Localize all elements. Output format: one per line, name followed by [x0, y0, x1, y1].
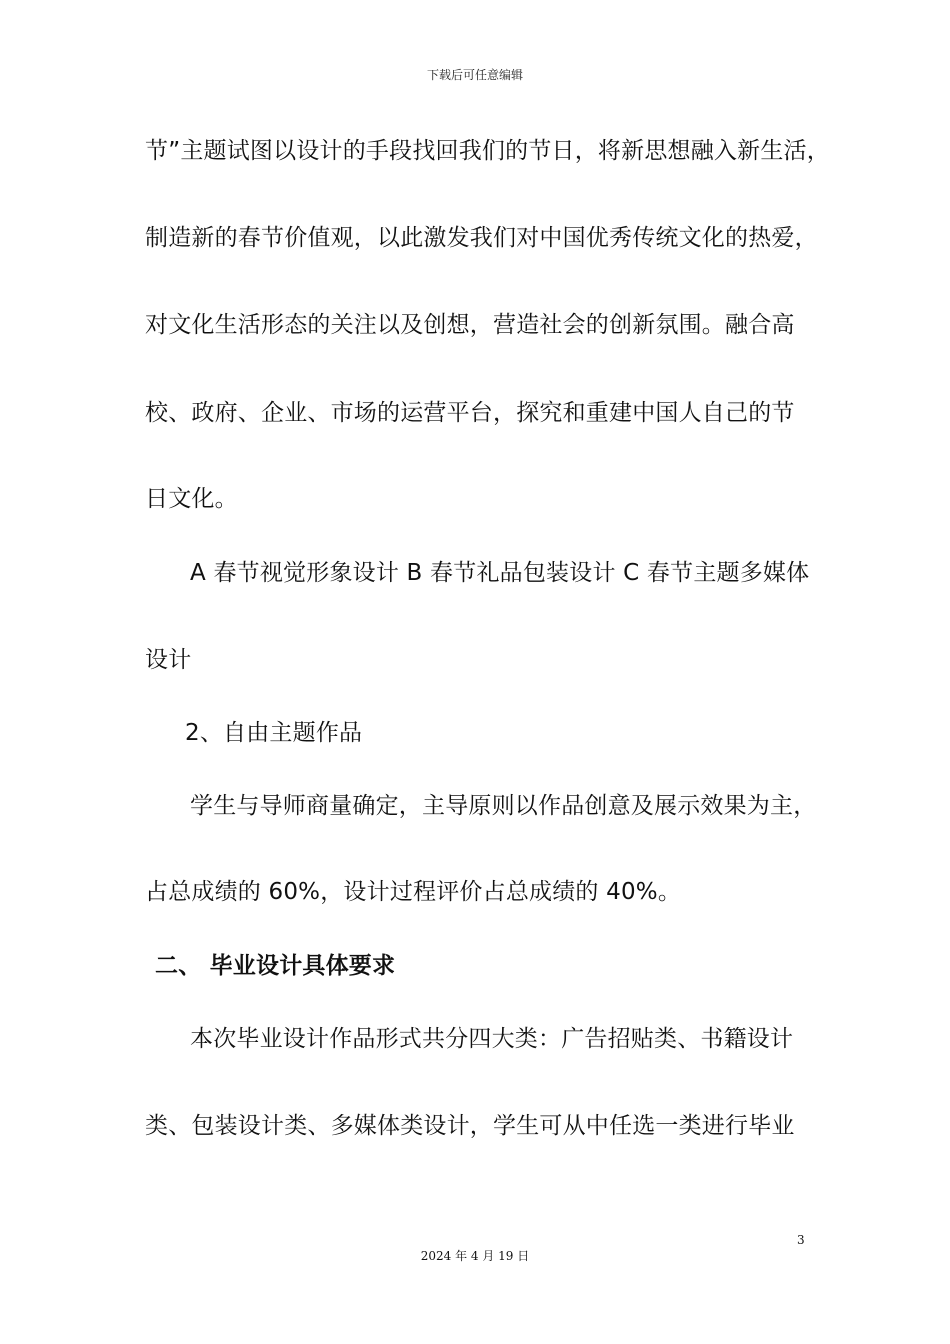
paragraph-line-6: 学生与导师商量确定，主导原则以作品创意及展示效果为主，: [190, 793, 817, 819]
page-header: 下载后可任意编辑: [426, 68, 523, 82]
category-options-line: A 春节视觉形象设计 B 春节礼品包装设计 C 春节主题多媒体: [190, 560, 810, 586]
paragraph-line-9: 类、包装设计类、多媒体类设计，学生可从中任选一类进行毕业: [145, 1113, 795, 1139]
footer-date: 2024 年 4 月 19 日: [420, 1249, 530, 1263]
paragraph-line-8: 本次毕业设计作品形式共分四大类：广告招贴类、书籍设计: [190, 1026, 794, 1052]
paragraph-line-2: 制造新的春节价值观，以此激发我们对中国优秀传统文化的热爱，: [145, 225, 818, 251]
paragraph-line-5: 日文化。: [145, 486, 238, 512]
category-options-line-2: 设计: [145, 647, 192, 673]
subsection-title: 2、自由主题作品: [185, 720, 363, 746]
paragraph-line-7: 占总成绩的 60%，设计过程评价占总成绩的 40%。: [145, 879, 682, 905]
paragraph-line-4: 校、政府、企业、市场的运营平台，探究和重建中国人自己的节: [145, 400, 795, 426]
section-heading: 二、 毕业设计具体要求: [155, 953, 396, 979]
page-number: 3: [797, 1233, 805, 1247]
paragraph-line-1: 节”主题试图以设计的手段找回我们的节日，将新思想融入新生活，: [145, 138, 830, 164]
paragraph-line-3: 对文化生活形态的关注以及创想，营造社会的创新氛围。融合高: [145, 312, 795, 338]
